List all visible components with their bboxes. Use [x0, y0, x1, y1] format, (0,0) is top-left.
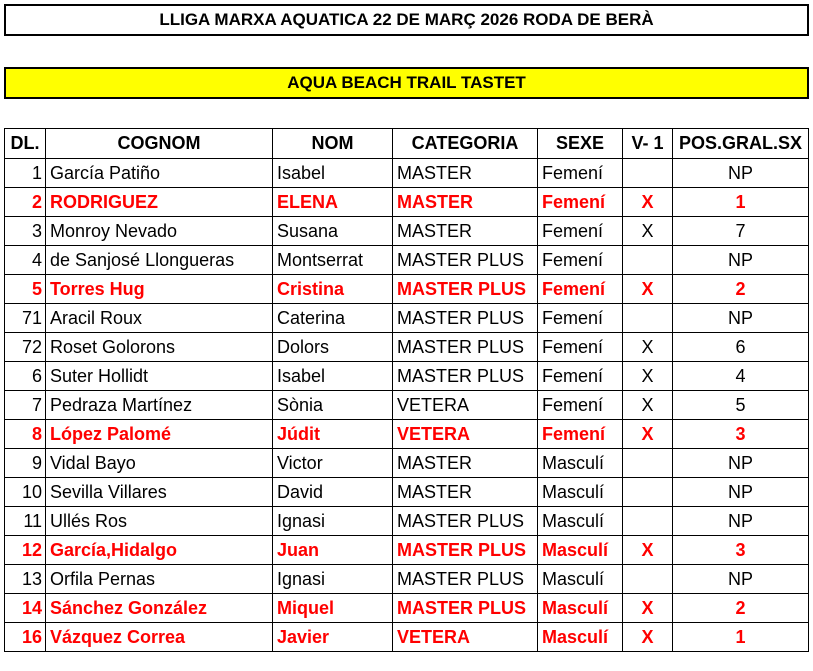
cell-sexe: Femení — [538, 420, 623, 449]
cell-categoria: MASTER — [393, 159, 538, 188]
cell-nom: Ignasi — [273, 565, 393, 594]
cell-dl: 1 — [5, 159, 46, 188]
col-header-sexe: SEXE — [538, 129, 623, 159]
cell-nom: ELENA — [273, 188, 393, 217]
table-row — [5, 478, 809, 507]
cell-pos: 1 — [673, 188, 809, 217]
col-header-v1: V- 1 — [623, 129, 673, 159]
cell-dl: 14 — [5, 594, 46, 623]
cell-cognom: Monroy Nevado — [46, 217, 273, 246]
cell-nom: David — [273, 478, 393, 507]
cell-v1: X — [623, 594, 673, 623]
table-header-row — [5, 129, 809, 159]
cell-pos: 2 — [673, 275, 809, 304]
table-row — [5, 304, 809, 333]
cell-sexe: Femení — [538, 362, 623, 391]
cell-nom: Sònia — [273, 391, 393, 420]
cell-dl: 2 — [5, 188, 46, 217]
cell-dl: 4 — [5, 246, 46, 275]
table-row — [5, 594, 809, 623]
cell-pos: NP — [673, 449, 809, 478]
table-row — [5, 507, 809, 536]
cell-cognom: Roset Golorons — [46, 333, 273, 362]
cell-v1: X — [623, 420, 673, 449]
cell-nom: Caterina — [273, 304, 393, 333]
col-header-categoria: CATEGORIA — [393, 129, 538, 159]
table-body — [5, 159, 809, 652]
cell-v1 — [623, 449, 673, 478]
cell-nom: Isabel — [273, 159, 393, 188]
cell-categoria: MASTER PLUS — [393, 507, 538, 536]
cell-categoria: MASTER PLUS — [393, 565, 538, 594]
cell-categoria: MASTER PLUS — [393, 536, 538, 565]
event-subtitle: AQUA BEACH TRAIL TASTET — [4, 67, 809, 99]
cell-sexe: Masculí — [538, 478, 623, 507]
cell-dl: 72 — [5, 333, 46, 362]
cell-categoria: MASTER — [393, 188, 538, 217]
cell-dl: 16 — [5, 623, 46, 652]
cell-categoria: VETERA — [393, 391, 538, 420]
cell-dl: 9 — [5, 449, 46, 478]
cell-dl: 71 — [5, 304, 46, 333]
cell-v1 — [623, 478, 673, 507]
cell-nom: Cristina — [273, 275, 393, 304]
table-row — [5, 333, 809, 362]
cell-cognom: de Sanjosé Llongueras — [46, 246, 273, 275]
col-header-cognom: COGNOM — [46, 129, 273, 159]
cell-cognom: Ullés Ros — [46, 507, 273, 536]
cell-pos: NP — [673, 159, 809, 188]
cell-v1 — [623, 507, 673, 536]
cell-cognom: Sánchez González — [46, 594, 273, 623]
cell-sexe: Femení — [538, 159, 623, 188]
cell-sexe: Femení — [538, 333, 623, 362]
cell-nom: Javier — [273, 623, 393, 652]
cell-dl: 7 — [5, 391, 46, 420]
cell-v1: X — [623, 391, 673, 420]
cell-categoria: VETERA — [393, 623, 538, 652]
cell-pos: NP — [673, 507, 809, 536]
cell-categoria: VETERA — [393, 420, 538, 449]
cell-pos: 3 — [673, 536, 809, 565]
table-row — [5, 391, 809, 420]
cell-cognom: García Patiño — [46, 159, 273, 188]
table-row — [5, 275, 809, 304]
cell-v1: X — [623, 536, 673, 565]
cell-sexe: Femení — [538, 304, 623, 333]
cell-v1: X — [623, 623, 673, 652]
table-row — [5, 565, 809, 594]
cell-cognom: Vázquez Correa — [46, 623, 273, 652]
cell-sexe: Masculí — [538, 594, 623, 623]
cell-v1: X — [623, 362, 673, 391]
table-row — [5, 217, 809, 246]
cell-cognom: Vidal Bayo — [46, 449, 273, 478]
cell-categoria: MASTER — [393, 449, 538, 478]
cell-dl: 13 — [5, 565, 46, 594]
table-row — [5, 623, 809, 652]
table-row — [5, 420, 809, 449]
cell-categoria: MASTER PLUS — [393, 246, 538, 275]
cell-sexe: Femení — [538, 217, 623, 246]
cell-sexe: Masculí — [538, 623, 623, 652]
cell-v1: X — [623, 217, 673, 246]
col-header-pos: POS.GRAL.SX — [673, 129, 809, 159]
cell-nom: Júdit — [273, 420, 393, 449]
cell-sexe: Masculí — [538, 449, 623, 478]
cell-cognom: García,Hidalgo — [46, 536, 273, 565]
cell-v1 — [623, 246, 673, 275]
cell-pos: 1 — [673, 623, 809, 652]
cell-sexe: Femení — [538, 246, 623, 275]
cell-sexe: Femení — [538, 391, 623, 420]
cell-pos: 2 — [673, 594, 809, 623]
cell-nom: Isabel — [273, 362, 393, 391]
cell-dl: 11 — [5, 507, 46, 536]
table-row — [5, 246, 809, 275]
cell-sexe: Femení — [538, 275, 623, 304]
cell-nom: Ignasi — [273, 507, 393, 536]
cell-sexe: Masculí — [538, 565, 623, 594]
cell-v1 — [623, 304, 673, 333]
cell-cognom: Sevilla Villares — [46, 478, 273, 507]
cell-nom: Victor — [273, 449, 393, 478]
cell-nom: Montserrat — [273, 246, 393, 275]
cell-nom: Susana — [273, 217, 393, 246]
cell-nom: Juan — [273, 536, 393, 565]
cell-categoria: MASTER PLUS — [393, 362, 538, 391]
cell-v1: X — [623, 275, 673, 304]
cell-categoria: MASTER PLUS — [393, 304, 538, 333]
cell-pos: NP — [673, 565, 809, 594]
cell-dl: 12 — [5, 536, 46, 565]
cell-pos: NP — [673, 478, 809, 507]
cell-dl: 3 — [5, 217, 46, 246]
cell-v1: X — [623, 333, 673, 362]
results-table — [4, 128, 809, 652]
cell-dl: 8 — [5, 420, 46, 449]
cell-cognom: Orfila Pernas — [46, 565, 273, 594]
table-row — [5, 536, 809, 565]
cell-categoria: MASTER PLUS — [393, 594, 538, 623]
cell-nom: Dolors — [273, 333, 393, 362]
cell-dl: 10 — [5, 478, 46, 507]
cell-categoria: MASTER — [393, 478, 538, 507]
cell-pos: NP — [673, 246, 809, 275]
cell-sexe: Masculí — [538, 507, 623, 536]
cell-pos: 7 — [673, 217, 809, 246]
cell-v1: X — [623, 188, 673, 217]
col-header-nom: NOM — [273, 129, 393, 159]
cell-sexe: Femení — [538, 188, 623, 217]
cell-sexe: Masculí — [538, 536, 623, 565]
cell-cognom: Torres Hug — [46, 275, 273, 304]
table-row — [5, 188, 809, 217]
cell-dl: 6 — [5, 362, 46, 391]
cell-cognom: Pedraza Martínez — [46, 391, 273, 420]
cell-categoria: MASTER — [393, 217, 538, 246]
cell-categoria: MASTER PLUS — [393, 275, 538, 304]
table-row — [5, 449, 809, 478]
cell-v1 — [623, 565, 673, 594]
cell-dl: 5 — [5, 275, 46, 304]
cell-pos: 3 — [673, 420, 809, 449]
cell-cognom: López Palomé — [46, 420, 273, 449]
page-title: LLIGA MARXA AQUATICA 22 DE MARÇ 2026 RODA DE BERÀ — [4, 4, 809, 36]
cell-pos: 5 — [673, 391, 809, 420]
cell-cognom: Aracil Roux — [46, 304, 273, 333]
cell-v1 — [623, 159, 673, 188]
cell-pos: 6 — [673, 333, 809, 362]
table-row — [5, 362, 809, 391]
cell-categoria: MASTER PLUS — [393, 333, 538, 362]
cell-pos: NP — [673, 304, 809, 333]
table-row — [5, 159, 809, 188]
cell-cognom: Suter Hollidt — [46, 362, 273, 391]
cell-pos: 4 — [673, 362, 809, 391]
cell-nom: Miquel — [273, 594, 393, 623]
col-header-dl: DL. — [5, 129, 46, 159]
cell-cognom: RODRIGUEZ — [46, 188, 273, 217]
